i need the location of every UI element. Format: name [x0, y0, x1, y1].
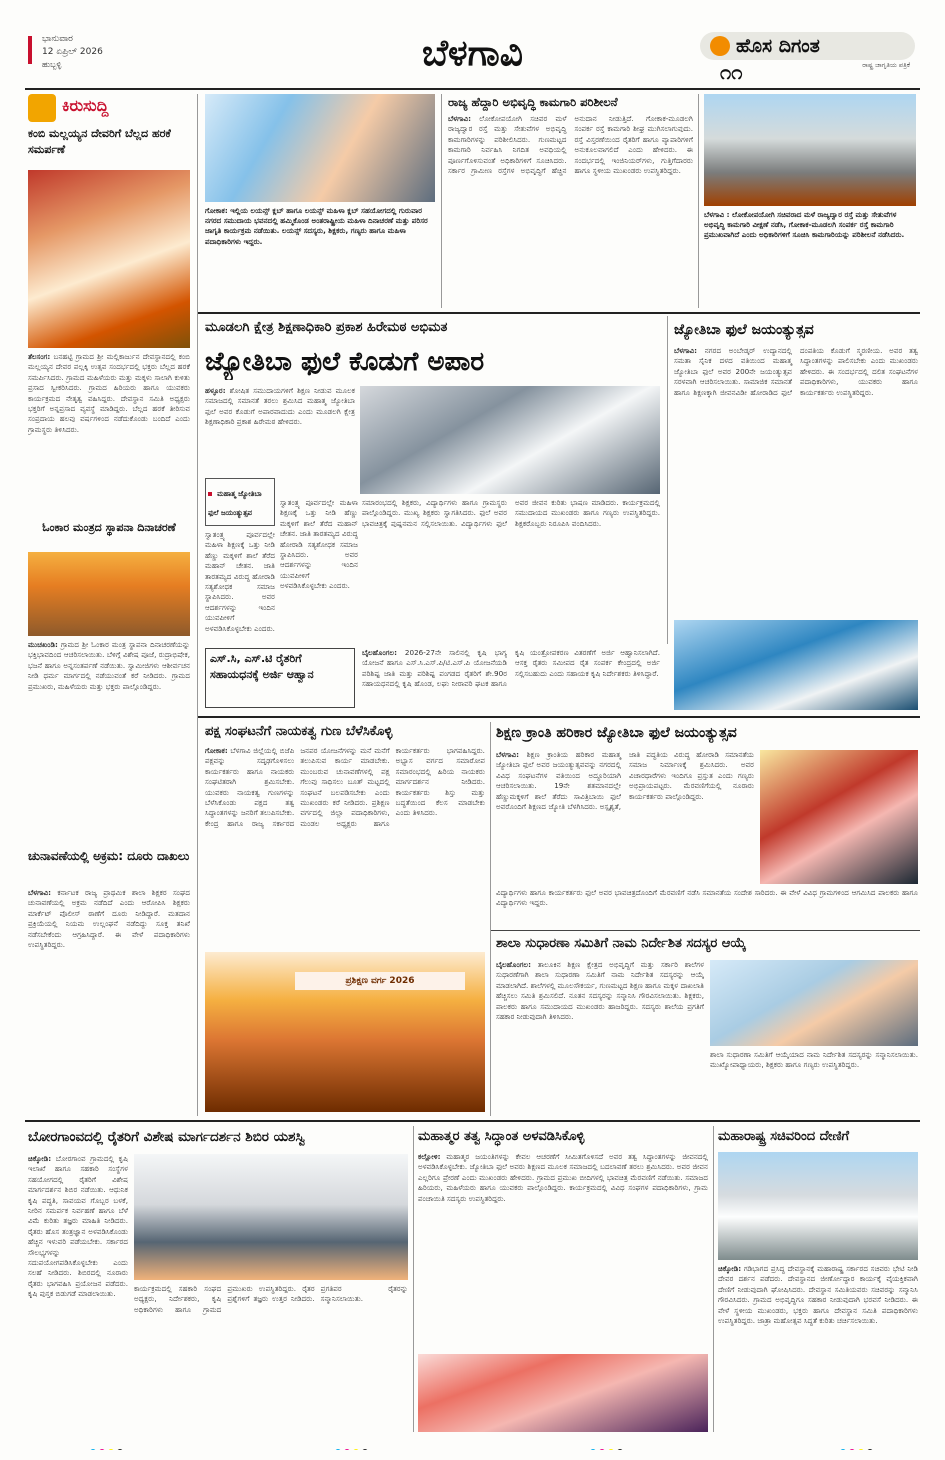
magenta-mark — [344, 1449, 350, 1450]
temple-photo — [718, 1152, 918, 1260]
lead-quote-text: ಮಹಾತ್ಮ ಜ್ಯೋತಿಬಾ ಫುಲೆ ಜಯಂತ್ಯುತ್ಸವ — [208, 490, 262, 517]
brand-tagline: ರಾಷ್ಟ್ರ ಜಾಗೃತಿಯ ಪತ್ರಿಕೆ — [862, 61, 910, 69]
phule-right-body — [674, 346, 918, 616]
temple-text: ಗಡಿಭಾಗದ ಪ್ರಸಿದ್ಧ ದೇವಸ್ಥಾನಕ್ಕೆ ಮಹಾರಾಷ್ಟ್ರ ಸರ್ಕಾರದ ಸಚಿವರು ಭೇಟಿ ನೀಡಿ ದೇವರ ದರ್ಶನ ಪಡೆದರು. ದೇವಸ್ಥಾನದ ಜೀರ್ಣೋದ್ಧಾರ ಕಾರ್ಯಕ್ಕೆ ವೈಯಕ್ತಿಕವಾಗಿ ದೇಣಿಗೆ ನೀಡುವುದಾಗಿ ಘೋಷಿಸಿದರು. ದೇವಸ್ಥಾನ ಸಮಿತಿಯವರು ಸಚಿವರನ್ನು ಸನ್ಮಾನಿಸಿ ಗೌರವಿಸಿದರು. ಗ್ರಾಮದ ಅಭಿವೃದ್ಧಿಗೂ ಸಹಕಾರ ನೀಡುವುದಾಗಿ ಭರವಸೆ ನೀಡಿದರು. ಈ ವೇಳೆ ಸ್ಥಳೀಯ ಮುಖಂಡರು, ಭಕ್ತರು ಹಾಗೂ ದೇವಸ್ಥಾನ ಸಮಿತಿ ಪದಾಧಿಕಾರಿಗಳು ಉಪಸ್ಥಿತರಿದ್ದರು. ಜಾತ್ರಾ ಮಹೋತ್ಸವ ಸಿದ್ಧತೆ ಕುರಿತು ಚರ್ಚಿಸಲಾಯಿತು. — [718, 1264, 918, 1326]
school-place: ಬೈಲಹೊಂಗಲ: — [496, 960, 532, 969]
lead-photo — [360, 386, 660, 494]
lead-divider — [667, 316, 668, 644]
farmers-photo — [134, 1154, 408, 1280]
col1-divider — [197, 94, 198, 1116]
brief-2-place: ಮುಚಖಂಡಿ: — [28, 640, 58, 649]
phule-right-place: ಬೆಳಗಾವಿ: — [674, 346, 698, 355]
brief-2-body — [28, 640, 190, 830]
kranti-place: ಬೆಳಗಾವಿ: — [496, 750, 520, 759]
lead-headline: ಜ್ಯೋತಿಬಾ ಫುಲೆ ಕೊಡುಗೆ ಅಪಾರ — [205, 347, 485, 377]
tatva-headline: ಮಹಾತ್ಮರ ತತ್ವ ಸಿದ್ಧಾಂತ ಅಳವಡಿಸಿಕೊಳ್ಳಿ — [418, 1129, 585, 1144]
party-body — [205, 746, 485, 948]
section-title: ಬೆಳಗಾವಿ — [422, 33, 523, 74]
brief-3-headline: ಚುನಾವಣೆಯಲ್ಲಿ ಅಕ್ರಮ: ದೂರು ದಾಖಲು — [28, 849, 190, 863]
masthead — [0, 30, 945, 88]
black-mark — [117, 1449, 123, 1450]
road-inspection-photo — [704, 94, 916, 206]
party-banner: ಪ್ರಶಿಕ್ಷಣ ವರ್ಗ 2026 — [295, 972, 465, 990]
road-divider — [698, 94, 699, 308]
brief-1-headline: ಕಂಬಿ ಮಲ್ಲಯ್ಯನ ದೇವರಿಗೆ ಬೆಲ್ಲದ ಹರಕೆ ಸಮರ್ಪಣೆ — [28, 127, 171, 156]
phule-right-text: ನಗರದ ಅಂಬೇಡ್ಕರ್ ಉದ್ಯಾನದಲ್ಲಿ ಸಮತಾ ಸೈನಿಕ ದಳದ ವತಿಯಿಂದ ಮಹಾತ್ಮ ಜ್ಯೋತಿಬಾ ಫುಲೆ ಅವರ 200ನೇ ಜಯಂತ್ಯುತ್ಸವ ಸರಳವಾಗಿ ಆಚರಿಸಲಾಯಿತು. ಸಾಮಾಜಿಕ ಸಮಾನತೆ ಹಾಗೂ ಶಿಕ್ಷಣಕ್ಕಾಗಿ ಜೀವನವಿಡೀ ಹೋರಾಡಿದ ಫುಲೆ ದಂಪತಿಯ ಕೊಡುಗೆ ಸ್ಮರಣೀಯ. ಅವರ ತತ್ವ ಸಿದ್ಧಾಂತಗಳನ್ನು ಪಾಲಿಸಬೇಕು ಎಂದು ಮುಖಂಡರು ಹೇಳಿದರು. ಈ ಸಂದರ್ಭದಲ್ಲಿ ದಲಿತ ಸಂಘಟನೆಗಳ ಪದಾಧಿಕಾರಿಗಳು, ಯುವಕರು ಹಾಗೂ ಕಾರ್ಯಕರ್ತರು ಉಪಸ್ಥಿತರಿದ್ದರು. — [674, 346, 918, 397]
brief-2-headline: ಓಂಕಾರ ಮಂತ್ರದ ಸ್ಥಾಪನಾ ದಿನಾಚರಣೆ — [42, 521, 176, 534]
lead-intro — [205, 386, 355, 474]
lead-body-side: ಸ್ವಾತಂತ್ರ್ಯ ಪೂರ್ವದಲ್ಲೇ ಮಹಿಳಾ ಶಿಕ್ಷಣಕ್ಕೆ ಒತ್ತು ನೀಡಿ ಹೆಣ್ಣು ಮಕ್ಕಳಿಗೆ ಶಾಲೆ ತೆರೆದ ಮಹಾನ್ ಚೇತನ. ಜಾತಿ ತಾರತಮ್ಯದ ವಿರುದ್ಧ ಹೋರಾಡಿ ಸತ್ಯಶೋಧಕ ಸಮಾಜ ಸ್ಥಾಪಿಸಿದರು. ಅವರ ಆದರ್ಶಗಳನ್ನು ಇಂದಿನ ಯುವಪೀಳಿಗೆ ಅಳವಡಿಸಿಕೊಳ್ಳಬೇಕು ಎಂದರು. — [205, 530, 275, 633]
brief-3-text: ಕರ್ನಾಟಕ ರಾಜ್ಯ ಪ್ರಾಥಮಿಕ ಶಾಲಾ ಶಿಕ್ಷಕರ ಸಂಘದ ಚುನಾವಣೆಯಲ್ಲಿ ಅಕ್ರಮ ನಡೆದಿದೆ ಎಂದು ಆರೋಪಿಸಿ ಶಿಕ್ಷಕರು ಮಾರ್ಕೆಟ್ ಪೊಲೀಸ್ ಠಾಣೆಗೆ ದೂರು ನೀಡಿದ್ದಾರೆ. ಮತದಾನ ಪ್ರಕ್ರಿಯೆಯಲ್ಲಿ ನಿಯಮ ಉಲ್ಲಂಘನೆ ನಡೆದಿದ್ದು ಸೂಕ್ತ ತನಿಖೆ ನಡೆಸಬೇಕೆಂದು ಆಗ್ರಹಿಸಿದ್ದಾರೆ. ಈ ವೇಳೆ ಪದಾಧಿಕಾರಿಗಳು ಉಪಸ್ಥಿತರಿದ್ದರು. — [28, 888, 190, 950]
brand-name: ಹೊಸ ದಿಗಂತ — [736, 35, 820, 57]
magenta-mark — [99, 1449, 105, 1450]
lions-club-caption: ಗೋಕಾಕ: ಇಲ್ಲಿಯ ಲಯನ್ಸ್ ಕ್ಲಬ್ ಹಾಗೂ ಲಯನ್ಸ್ ಮಹಿಳಾ ಕ್ಲಬ್ ಸಹಯೋಗದಲ್ಲಿ ಗುರುವಾರ ನಗರದ ಸಮುದಾಯ ಭವನದಲ್ಲಿ ಹಮ್ಮಿಕೊಂಡ ಅಂತರಾಷ್ಟ್ರೀಯ ಮಹಿಳಾ ದಿನಾಚರಣೆ ಮತ್ತು ಪರಿಸರ ಜಾಗೃತಿ ಕಾರ್ಯಕ್ರಮ ನಡೆಯಿತು. ಲಯನ್ಸ್ ಸದಸ್ಯರು, ಶಿಕ್ಷಕರು, ಗಣ್ಯರು ಹಾಗೂ ಮಹಿಳಾ ಪದಾಧಿಕಾರಿಗಳು ಇದ್ದರು. — [205, 206, 428, 246]
magenta-mark — [599, 1449, 605, 1450]
top-mid-divider — [441, 94, 442, 308]
cyan-mark — [90, 1449, 96, 1450]
road-text: ಲೋಕೋಪಯೋಗಿ ಸಚಿವರ ಮಳೆ ರಾಜ್ಯದ್ವಾರ ರಸ್ತೆ ಮತ್ತು ಸೇತುವೆಗಳ ಅಭಿವೃದ್ಧಿ ಕಾಮಗಾರಿಗಳನ್ನು ಪರಿಶೀಲಿಸಿದರು. ಗುಣಮಟ್ಟದ ಕಾಮಗಾರಿ ನಿರ್ವಹಿಸಿ ನಿಗದಿತ ಅವಧಿಯಲ್ಲಿ ಪೂರ್ಣಗೊಳಿಸುವಂತೆ ಅಧಿಕಾರಿಗಳಿಗೆ ಸೂಚಿಸಿದರು. ಸರ್ಕಾರ ಗ್ರಾಮೀಣ ರಸ್ತೆಗಳ ಅಭಿವೃದ್ಧಿಗೆ ಹೆಚ್ಚಿನ ಅನುದಾನ ನೀಡುತ್ತಿದೆ. ಗೋಕಾಕ-ಮೂಡಲಗಿ ಸಂಪರ್ಕ ರಸ್ತೆ ಕಾಮಗಾರಿ ಶೀಘ್ರ ಮುಗಿಸಲಾಗುವುದು. ರಸ್ತೆ ವಿಸ್ತರಣೆಯಿಂದ ರೈತರಿಗೆ ಹಾಗೂ ವ್ಯಾಪಾರಿಗಳಿಗೆ ಅನುಕೂಲವಾಗಲಿದೆ ಎಂದು ಹೇಳಿದರು. ಈ ಸಂದರ್ಭದಲ್ಲಿ ಇಂಜಿನಿಯರ್‌ಗಳು, ಗುತ್ತಿಗೆದಾರರು ಹಾಗೂ ಸ್ಥಳೀಯ ಮುಖಂಡರು ಉಪಸ್ಥಿತರಿದ್ದರು. — [448, 114, 693, 176]
print-color-marks-mid — [590, 1440, 650, 1450]
black-mark — [867, 1449, 873, 1450]
hand-icon — [28, 94, 56, 122]
brief-1-place: ತೆಲಸಂಗ: — [28, 352, 51, 361]
party-place: ಗೋಕಾಕ: — [205, 746, 228, 755]
temple-place: ಚಿಕ್ಕೋಡಿ: — [718, 1264, 742, 1273]
magenta-mark — [849, 1449, 855, 1450]
sc-st-box — [205, 648, 355, 708]
tatva-photo — [418, 1354, 708, 1432]
lower-section-rule — [25, 1120, 920, 1122]
school-body — [496, 960, 704, 1082]
brief-1-text: ಬನಹಟ್ಟಿ ಗ್ರಾಮದ ಶ್ರೀ ಮಲ್ಲಿಕಾರ್ಜುನ ದೇವಸ್ಥಾನದಲ್ಲಿ ಕಂಬಿ ಮಲ್ಲಯ್ಯನ ದೇವರ ಪಲ್ಲಕ್ಕಿ ಉತ್ಸವ ಸಂದರ್ಭದಲ್ಲಿ ಭಕ್ತರು ಬೆಲ್ಲದ ಹರಕೆ ಸಮರ್ಪಿಸಿದರು. ಗ್ರಾಮದ ಮಹಿಳೆಯರು ಮತ್ತು ಮಕ್ಕಳು ಸಾಲಾಗಿ ಕುಳಿತು ಪ್ರಸಾದ ಸ್ವೀಕರಿಸಿದರು. ಗ್ರಾಮದ ಹಿರಿಯರು ಹಾಗೂ ಯುವಕರು ಕಾರ್ಯಕ್ರಮದ ನೇತೃತ್ವ ವಹಿಸಿದ್ದರು. ದೇವಸ್ಥಾನ ಸಮಿತಿ ಅಧ್ಯಕ್ಷರು ಭಕ್ತರಿಗೆ ಅನ್ನಪ್ರಸಾದ ವ್ಯವಸ್ಥೆ ಮಾಡಿದ್ದರು. ಬೆಲ್ಲದ ಹರಕೆ ತೀರಿಸುವ ಸಂಪ್ರದಾಯ ಹಲವು ವರ್ಷಗಳಿಂದ ನಡೆದುಕೊಂಡು ಬಂದಿದೆ ಎಂದು ಗ್ರಾಮಸ್ಥರು ತಿಳಿಸಿದರು. — [28, 352, 190, 434]
issue-date: 12 ಏಪ್ರಿಲ್ 2026 — [42, 47, 103, 57]
lead-body-c: ಸಮಾರಂಭದಲ್ಲಿ ಶಿಕ್ಷಕರು, ವಿದ್ಯಾರ್ಥಿಗಳು ಹಾಗೂ ಗ್ರಾಮಸ್ಥರು ಪಾಲ್ಗೊಂಡಿದ್ದರು. ಮುಖ್ಯ ಶಿಕ್ಷಕರು ಸ್ವಾಗತಿಸಿದರು. ಫುಲೆ ಅವರ ಭಾವಚಿತ್ರಕ್ಕೆ ಪುಷ್ಪನಮನ ಸಲ್ಲಿಸಲಾಯಿತು. ವಿದ್ಯಾರ್ಥಿಗಳು ಫುಲೆ ಅವರ ಜೀವನ ಕುರಿತು ಭಾಷಣ ಮಾಡಿದರು. ಕಾರ್ಯಕ್ರಮದಲ್ಲಿ ಸಮುದಾಯದ ಮುಖಂಡರು ಹಾಗೂ ಗಣ್ಯರು ಉಪಸ್ಥಿತರಿದ್ದರು. ಶಿಕ್ಷಕರೊಬ್ಬರು ನಿರೂಪಿಸಿ ವಂದಿಸಿದರು. — [362, 498, 660, 528]
black-mark — [362, 1449, 368, 1450]
sc-st-place: ಬೈಲಹೊಂಗಲ: — [362, 648, 398, 657]
kranti-body — [496, 750, 754, 884]
farmers-body-2: ಕಾರ್ಯಕ್ರಮದಲ್ಲಿ ಸಹಕಾರಿ ಸಂಘದ ಅಧ್ಯಕ್ಷರು, ನಿರ್ದೇಶಕರು, ಕೃಷಿ ಅಧಿಕಾರಿಗಳು ಹಾಗೂ ಗ್ರಾಮದ ಪ್ರಮುಖರು ಉಪಸ್ಥಿತರಿದ್ದರು. ರೈತರ ಪ್ರಶ್ನೆಗಳಿಗೆ ತಜ್ಞರು ಉತ್ತರ ನೀಡಿದರು. ಪ್ರಗತಿಪರ ರೈತರನ್ನು ಸನ್ಮಾನಿಸಲಾಯಿತು. — [134, 1284, 408, 1314]
lions-club-photo — [205, 94, 435, 202]
cyan-mark — [840, 1449, 846, 1450]
tatva-place: ಕಲ್ಲೋಳಿ: — [418, 1152, 441, 1161]
print-color-marks-center — [335, 1440, 395, 1450]
tatva-body — [418, 1152, 708, 1350]
masthead-left-bar — [28, 36, 32, 64]
temple-headline: ಮಹಾರಾಷ್ಟ್ರ ಸಚಿವರಿಂದ ದೇಣಿಗೆ — [718, 1129, 850, 1144]
kranti-photo — [760, 750, 918, 884]
brief-1-body — [28, 352, 190, 492]
kranti-caption: ವಿದ್ಯಾರ್ಥಿಗಳು ಹಾಗೂ ಕಾರ್ಯಕರ್ತರು ಫುಲೆ ಅವರ ಭಾವಚಿತ್ರದೊಂದಿಗೆ ಮೆರವಣಿಗೆ ನಡೆಸಿ ಸಮಾನತೆಯ ಸಂದೇಶ ಸಾರಿದರು. ಈ ವೇಳೆ ವಿವಿಧ ಗ್ರಾಮಗಳಿಂದ ಆಗಮಿಸಿದ ಪಾಲಕರು ಹಾಗೂ ವಿದ್ಯಾರ್ಥಿಗಳು ಇದ್ದರು. — [496, 888, 918, 908]
sc-st-text: 2026-27ನೇ ಸಾಲಿನಲ್ಲಿ ಕೃಷಿ ಭಾಗ್ಯ ಯೋಜನೆ ಹಾಗೂ ಎಸ್.ಸಿ.ಎಸ್.ಪಿ/ಟಿ.ಎಸ್.ಪಿ ಯೋಜನೆಯಡಿ ಪರಿಶಿಷ್ಟ ಜಾತಿ ಮತ್ತು ಪರಿಶಿಷ್ಟ ಪಂಗಡದ ರೈತರಿಗೆ ಶೇ.90ರ ಸಹಾಯಧನದಲ್ಲಿ ಕೃಷಿ ಹೊಂಡ, ಲಘು ನೀರಾವರಿ ಘಟಕ ಹಾಗೂ ಕೃಷಿ ಯಂತ್ರೋಪಕರಣ ವಿತರಣೆಗೆ ಅರ್ಜಿ ಆಹ್ವಾನಿಸಲಾಗಿದೆ. ಆಸಕ್ತ ರೈತರು ಸಮೀಪದ ರೈತ ಸಂಪರ್ಕ ಕೇಂದ್ರದಲ್ಲಿ ಅರ್ಜಿ ಸಲ್ಲಿಸಬಹುದು ಎಂದು ಸಹಾಯಕ ಕೃಷಿ ನಿರ್ದೇಶಕರು ತಿಳಿಸಿದ್ದಾರೆ. — [362, 648, 660, 689]
lead-body-b: ಸ್ವಾತಂತ್ರ್ಯ ಪೂರ್ವದಲ್ಲೇ ಮಹಿಳಾ ಶಿಕ್ಷಣಕ್ಕೆ ಒತ್ತು ನೀಡಿ ಹೆಣ್ಣು ಮಕ್ಕಳಿಗೆ ಶಾಲೆ ತೆರೆದ ಮಹಾನ್ ಚೇತನ. ಜಾತಿ ತಾರತಮ್ಯದ ವಿರುದ್ಧ ಹೋರಾಡಿ ಸತ್ಯಶೋಧಕ ಸಮಾಜ ಸ್ಥಾಪಿಸಿದರು. ಅವರ ಆದರ್ಶಗಳನ್ನು ಇಂದಿನ ಯುವಪೀಳಿಗೆ ಅಳವಡಿಸಿಕೊಳ್ಳಬೇಕು ಎಂದರು. — [280, 498, 358, 591]
brief-2-text: ಗ್ರಾಮದ ಶ್ರೀ ಓಂಕಾರ ಮಂತ್ರ ಸ್ಥಾಪನಾ ದಿನಾಚರಣೆಯನ್ನು ಭಕ್ತಿಭಾವದಿಂದ ಆಚರಿಸಲಾಯಿತು. ಬೆಳಿಗ್ಗೆ ವಿಶೇಷ ಪೂಜೆ, ರುದ್ರಾಭಿಷೇಕ, ಭಜನೆ ಹಾಗೂ ಅನ್ನಸಂತರ್ಪಣೆ ನಡೆಯಿತು. ಸ್ವಾಮೀಜಿಗಳು ಆಶೀರ್ವಚನ ನೀಡಿ ಧರ್ಮ ಮಾರ್ಗದಲ್ಲಿ ನಡೆಯುವಂತೆ ಕರೆ ನೀಡಿದರು. ಗ್ರಾಮದ ಪ್ರಮುಖರು, ಮಹಿಳೆಯರು ಮತ್ತು ಭಕ್ತರು ಪಾಲ್ಗೊಂಡಿದ್ದರು. — [28, 640, 190, 691]
farmers-headline: ಬೋರಗಾಂವದಲ್ಲಿ ರೈತರಿಗೆ ವಿಶೇಷ ಮಾರ್ಗದರ್ಶನ ಶಿಬಿರ ಯಶಸ್ವಿ — [28, 1129, 306, 1145]
phule-right-headline: ಜ್ಯೋತಿಬಾ ಫುಲೆ ಜಯಂತ್ಯುತ್ಸವ — [674, 322, 814, 338]
header-rule — [25, 88, 920, 90]
top-section-rule — [198, 312, 920, 314]
farmers-place: ಚಿಕ್ಕೋಡಿ: — [28, 1154, 52, 1163]
party-text: ಬೆಳಗಾವಿ ಜಿಲ್ಲೆಯಲ್ಲಿ ಬಿಜೆಪಿ ಪಕ್ಷವನ್ನು ಸದೃಢಗೊಳಿಸಲು ಕಾರ್ಯಕರ್ತರು ಹಾಗೂ ನಾಯಕರು ಸಂಘಟಿತರಾಗಿ ಶ್ರಮಿಸಬೇಕು. ಯುವಕರು ನಾಯಕತ್ವ ಗುಣಗಳನ್ನು ಬೆಳೆಸಿಕೊಂಡು ಪಕ್ಷದ ತತ್ವ ಸಿದ್ಧಾಂತಗಳನ್ನು ಜನರಿಗೆ ತಲುಪಿಸಬೇಕು. ಕೇಂದ್ರ ಹಾಗೂ ರಾಜ್ಯ ಸರ್ಕಾರದ ಜನಪರ ಯೋಜನೆಗಳನ್ನು ಮನೆ ಮನೆಗೆ ತಲುಪಿಸುವ ಕಾರ್ಯ ಮಾಡಬೇಕು. ಮುಂಬರುವ ಚುನಾವಣೆಗಳಲ್ಲಿ ಪಕ್ಷ ಗೆಲುವು ಸಾಧಿಸಲು ಬೂತ್ ಮಟ್ಟದಲ್ಲಿ ಸಂಘಟನೆ ಬಲಪಡಿಸಬೇಕು ಎಂದು ಮುಖಂಡರು ಕರೆ ನೀಡಿದರು. ಪ್ರಶಿಕ್ಷಣ ವರ್ಗದಲ್ಲಿ ಜಿಲ್ಲಾ ಪದಾಧಿಕಾರಿಗಳು, ಮಂಡಲ ಅಧ್ಯಕ್ಷರು ಹಾಗೂ ಕಾರ್ಯಕರ್ತರು ಭಾಗವಹಿಸಿದ್ದರು. ಅಭ್ಯಾಸ ವರ್ಗದ ಸಮಾರೋಪ ಸಮಾರಂಭದಲ್ಲಿ ಹಿರಿಯ ನಾಯಕರು ಮಾರ್ಗದರ್ಶನ ನೀಡಿದರು. ಕಾರ್ಯಕರ್ತರು ಶಿಸ್ತು ಮತ್ತು ಬದ್ಧತೆಯಿಂದ ಕೆಲಸ ಮಾಡಬೇಕು ಎಂದು ತಿಳಿಸಿದರು. — [205, 746, 485, 828]
yellow-mark — [108, 1449, 114, 1450]
farmers-divider — [413, 1126, 414, 1432]
school-caption: ಶಾಲಾ ಸುಧಾರಣಾ ಸಮಿತಿಗೆ ಆಯ್ಕೆಯಾದ ನಾಮ ನಿರ್ದೇಶಿತ ಸದಸ್ಯರನ್ನು ಸನ್ಮಾನಿಸಲಾಯಿತು. ಮುಖ್ಯೋಪಾಧ್ಯಾಯರು, ಶಿಕ್ಷಕರು ಹಾಗೂ ಗಣ್ಯರು ಉಪಸ್ಥಿತರಿದ್ದರು. — [710, 1050, 918, 1070]
party-photo — [205, 952, 485, 1112]
cyan-mark — [590, 1449, 596, 1450]
brief-3-body — [28, 888, 190, 1118]
print-color-marks-right — [840, 1440, 900, 1450]
farmers-text: ಬೋರಗಾಂವ ಗ್ರಾಮದಲ್ಲಿ ಕೃಷಿ ಇಲಾಖೆ ಹಾಗೂ ಸಹಕಾರಿ ಸಂಸ್ಥೆಗಳ ಸಹಯೋಗದಲ್ಲಿ ರೈತರಿಗೆ ವಿಶೇಷ ಮಾರ್ಗದರ್ಶನ ಶಿಬಿರ ನಡೆಯಿತು. ಆಧುನಿಕ ಕೃಷಿ ಪದ್ಧತಿ, ಸಾವಯವ ಗೊಬ್ಬರ ಬಳಕೆ, ನೀರಿನ ಸಮರ್ಪಕ ನಿರ್ವಹಣೆ ಹಾಗೂ ಬೆಳೆ ವಿಮೆ ಕುರಿತು ತಜ್ಞರು ಮಾಹಿತಿ ನೀಡಿದರು. ರೈತರು ಹೊಸ ತಂತ್ರಜ್ಞಾನ ಅಳವಡಿಸಿಕೊಂಡು ಹೆಚ್ಚಿನ ಇಳುವರಿ ಪಡೆಯಬೇಕು. ಸರ್ಕಾರದ ಸೌಲಭ್ಯಗಳನ್ನು ಸದುಪಯೋಗಪಡಿಸಿಕೊಳ್ಳಬೇಕು ಎಂದು ಸಲಹೆ ನೀಡಿದರು. ಶಿಬಿರದಲ್ಲಿ ನೂರಾರು ರೈತರು ಭಾಗವಹಿಸಿ ಪ್ರಯೋಜನ ಪಡೆದರು. ಕೃಷಿ ಪುಸ್ತಕ ಬಿಡುಗಡೆ ಮಾಡಲಾಯಿತು. — [28, 1154, 128, 1299]
road-place: ಬೆಳಗಾವಿ: — [448, 114, 472, 123]
phule-right-photo — [674, 620, 918, 710]
page-number: ೧೧ — [720, 60, 743, 84]
brand-logo-icon — [710, 36, 730, 56]
brand-box — [700, 32, 915, 60]
mid-section-rule — [198, 716, 920, 718]
issue-city: ಹುಬ್ಬಳ್ಳಿ — [42, 60, 62, 69]
school-headline: ಶಾಲಾ ಸುಧಾರಣಾ ಸಮಿತಿಗೆ ನಾಮ ನಿರ್ದೇಶಿತ ಸದಸ್ಯರ ಆಯ್ಕೆ — [496, 936, 747, 951]
yellow-mark — [608, 1449, 614, 1450]
tatva-divider — [713, 1126, 714, 1432]
road-headline: ರಾಜ್ಯ ಹೆದ್ದಾರಿ ಅಭಿವೃದ್ಧಿ ಕಾಮಗಾರಿ ಪರಿಶೀಲನೆ — [448, 95, 618, 109]
tatva-text: ಮಹಾತ್ಮರ ಜಯಂತಿಗಳನ್ನು ಕೇವಲ ಆಚರಣೆಗೆ ಸೀಮಿತಗೊಳಿಸದೆ ಅವರ ತತ್ವ ಸಿದ್ಧಾಂತಗಳನ್ನು ಜೀವನದಲ್ಲಿ ಅಳವಡಿಸಿಕೊಳ್ಳಬೇಕು. ಜ್ಯೋತಿಬಾ ಫುಲೆ ಅವರು ಶಿಕ್ಷಣದ ಮೂಲಕ ಸಮಾಜದಲ್ಲಿ ಬದಲಾವಣೆ ತರಲು ಶ್ರಮಿಸಿದರು. ಅವರ ಜೀವನ ಎಲ್ಲರಿಗೂ ಪ್ರೇರಣೆ ಎಂದು ಮುಖಂಡರು ಹೇಳಿದರು. ಗ್ರಾಮದ ಪ್ರಮುಖ ಬೀದಿಗಳಲ್ಲಿ ಭಾವಚಿತ್ರ ಮೆರವಣಿಗೆ ನಡೆಯಿತು. ಸಮಾಜದ ಹಿರಿಯರು, ಮಹಿಳೆಯರು ಹಾಗೂ ಯುವಕರು ಪಾಲ್ಗೊಂಡಿದ್ದರು. ಕಾರ್ಯಕ್ರಮದಲ್ಲಿ ವಿವಿಧ ಸಂಘಗಳ ಪದಾಧಿಕಾರಿಗಳು, ಗ್ರಾಮ ಪಂಚಾಯಿತಿ ಸದಸ್ಯರು ಉಪಸ್ಥಿತರಿದ್ದರು. — [418, 1152, 708, 1203]
cyan-mark — [335, 1449, 341, 1450]
road-body — [448, 114, 693, 308]
lead-quote-bullet — [208, 492, 212, 496]
kranti-headline: ಶಿಕ್ಷಣ ಕ್ರಾಂತಿ ಹರಿಕಾರ ಜ್ಯೋತಿಬಾ ಫುಲೆ ಜಯಂತ್ಯುತ್ಸವ — [496, 725, 737, 741]
print-color-marks-left — [90, 1440, 150, 1450]
issue-day: ಭಾನುವಾರ — [42, 34, 73, 44]
sc-st-headline: ಎಸ್.ಸಿ, ಎಸ್.ಟಿ ರೈತರಿಗೆ ಸಹಾಯಧನಕ್ಕೆ ಅರ್ಜಿ ಆಹ್ವಾನ — [210, 652, 314, 681]
party-headline: ಪಕ್ಷ ಸಂಘಟನೆಗೆ ನಾಯಕತ್ವ ಗುಣ ಬೆಳೆಸಿಕೊಳ್ಳಿ — [205, 724, 393, 739]
temple-body — [718, 1264, 918, 1432]
party-divider — [490, 722, 491, 1116]
sc-st-body — [362, 648, 660, 710]
kranti-text: ಶಿಕ್ಷಣ ಕ್ರಾಂತಿಯ ಹರಿಕಾರ ಮಹಾತ್ಮ ಜ್ಯೋತಿಬಾ ಫುಲೆ ಅವರ ಜಯಂತ್ಯುತ್ಸವವನ್ನು ನಗರದಲ್ಲಿ ವಿವಿಧ ಸಂಘಟನೆಗಳ ವತಿಯಿಂದ ಅದ್ಧೂರಿಯಾಗಿ ಆಚರಿಸಲಾಯಿತು. 19ನೇ ಶತಮಾನದಲ್ಲೇ ಹೆಣ್ಣುಮಕ್ಕಳಿಗೆ ಶಾಲೆ ತೆರೆದು ಸಾವಿತ್ರಿಬಾಯಿ ಫುಲೆ ಅವರೊಂದಿಗೆ ಶಿಕ್ಷಣದ ಜ್ಯೋತಿ ಬೆಳಗಿಸಿದರು. ಅಸ್ಪೃಶ್ಯತೆ, ಜಾತಿ ಪದ್ಧತಿಯ ವಿರುದ್ಧ ಹೋರಾಡಿ ಸಮಾನತೆಯ ಸಮಾಜ ನಿರ್ಮಾಣಕ್ಕೆ ಶ್ರಮಿಸಿದರು. ಅವರ ವಿಚಾರಧಾರೆಗಳು ಇಂದಿಗೂ ಪ್ರಸ್ತುತ ಎಂದು ಗಣ್ಯರು ಅಭಿಪ್ರಾಯಪಟ್ಟರು. ಮೆರವಣಿಗೆಯಲ್ಲಿ ನೂರಾರು ಕಾರ್ಯಕರ್ತರು ಪಾಲ್ಗೊಂಡಿದ್ದರು. — [496, 750, 754, 812]
kiru-suddi-text: ಕಿರುಸುದ್ದಿ — [62, 96, 109, 115]
school-text: ತಾಲೂಕಿನ ಶಿಕ್ಷಣ ಕ್ಷೇತ್ರದ ಅಭಿವೃದ್ಧಿಗೆ ಮತ್ತು ಸರ್ಕಾರಿ ಶಾಲೆಗಳ ಸುಧಾರಣೆಗಾಗಿ ಶಾಲಾ ಸುಧಾರಣಾ ಸಮಿತಿಗೆ ನಾಮ ನಿರ್ದೇಶಿತ ಸದಸ್ಯರನ್ನು ಆಯ್ಕೆ ಮಾಡಲಾಗಿದೆ. ಶಾಲೆಗಳಲ್ಲಿ ಮೂಲಸೌಕರ್ಯ, ಗುಣಮಟ್ಟದ ಶಿಕ್ಷಣ ಹಾಗೂ ಮಕ್ಕಳ ದಾಖಲಾತಿ ಹೆಚ್ಚಿಸಲು ಸಮಿತಿ ಶ್ರಮಿಸಲಿದೆ. ನೂತನ ಸದಸ್ಯರನ್ನು ಸನ್ಮಾನಿಸಿ ಗೌರವಿಸಲಾಯಿತು. ಶಿಕ್ಷಕರು, ಪಾಲಕರು ಹಾಗೂ ಸಮುದಾಯದ ಮುಖಂಡರು ಹಾಜರಿದ್ದರು. ಸದಸ್ಯರು ಶಾಲೆಯ ಪ್ರಗತಿಗೆ ಸಹಕಾರ ನೀಡುವುದಾಗಿ ತಿಳಿಸಿದರು. — [496, 960, 704, 1022]
brief-2-photo — [28, 552, 190, 636]
yellow-mark — [858, 1449, 864, 1450]
road-inspection-caption: ಬೆಳಗಾವಿ : ಲೋಕೋಪಯೋಗಿ ಸಚಿವರಾದ ಮಳೆ ರಾಜ್ಯದ್ವಾರ ರಸ್ತೆ ಮತ್ತು ಸೇತುವೆಗಳ ಅಭಿವೃದ್ಧಿ ಕಾಮಗಾರಿ ವೀಕ್ಷಣೆ ನಡೆಸಿ, ಗೋಕಾಕ-ಮೂಡಲಗಿ ಸಂಪರ್ಕ ರಸ್ತೆ ಕಾಮಗಾರಿ ಪ್ರಮುಖವಾಗಿದೆ ಎಂದು ಅಧಿಕಾರಿಗಳಿಗೆ ಸೂಚಿಸಿ ಕಾಮಗಾರಿಯನ್ನು ಪರಿಶೀಲನೆ ನಡೆಸಿದರು. — [704, 210, 905, 240]
school-top-rule — [491, 930, 920, 931]
lead-place: ಹಳ್ಳೂರ: — [205, 386, 226, 395]
lead-quote-box — [205, 478, 275, 526]
school-photo — [710, 960, 918, 1046]
black-mark — [617, 1449, 623, 1450]
brief-3-place: ಬೆಳಗಾವಿ: — [28, 888, 52, 897]
brief-1-photo — [28, 170, 190, 348]
kiru-suddi-label — [28, 94, 190, 122]
yellow-mark — [353, 1449, 359, 1450]
lead-intro-text: ಶೋಷಿತ ಸಮುದಾಯಗಳಿಗೆ ಶಿಕ್ಷಣ ನೀಡುವ ಮೂಲಕ ಸಮಾಜದಲ್ಲಿ ಸಮಾನತೆ ತರಲು ಶ್ರಮಿಸಿದ ಮಹಾತ್ಮ ಜ್ಯೋತಿಬಾ ಫುಲೆ ಅವರ ಕೊಡುಗೆ ಅಪಾರವಾದುದು ಎಂದು ಮೂಡಲಗಿ ಕ್ಷೇತ್ರ ಶಿಕ್ಷಣಾಧಿಕಾರಿ ಪ್ರಕಾಶ ಹಿರೇಮಠ ಹೇಳಿದರು. — [205, 386, 355, 427]
farmers-body — [28, 1154, 128, 1430]
lead-kicker: ಮೂಡಲಗಿ ಕ್ಷೇತ್ರ ಶಿಕ್ಷಣಾಧಿಕಾರಿ ಪ್ರಕಾಶ ಹಿರೇಮಠ ಅಭಿಮತ — [205, 320, 448, 335]
